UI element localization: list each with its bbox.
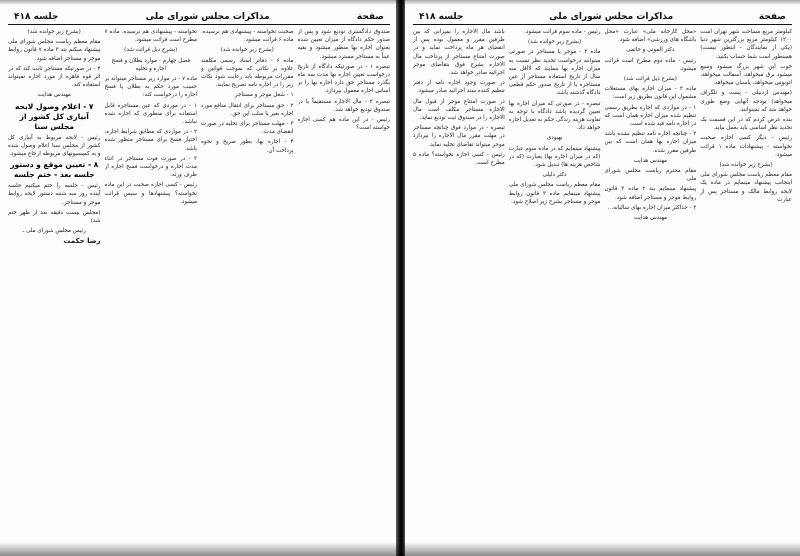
paragraph: ۱ - شغل موجر و مستاجر	[234, 92, 294, 99]
paragraph: ماده ۶ - دفاتر اسناد رسمی مکلفند علاوه بر نکاتی که بموجب قوانین و مقررات مربوطه باید رعایت شود نکات زیر را در اجاره نامه تصریح نمایند.	[201, 57, 294, 89]
paragraph: پیشنهاد مینمایم که در ماده سوم عبارت (که در میزان اجاره بها) بعبارت (که در شاخص هزینه ها) تبدیل شود.	[508, 145, 601, 169]
publication-title: مذاکرات مجلس شورای ملی	[549, 12, 674, 22]
column-4	[8, 28, 101, 258]
paragraph: (مهندس اردبیلی - پست و تلگراف میخواهد) بودجه آنهایی وضع طوری خواهد شد که نمیتوانند.	[700, 90, 792, 113]
paragraph: رئیس - جلسه را ختم میکنیم جلسه آینده روز سه شنبه دستور لایحه روابط موجر و مستاجر.	[8, 183, 101, 206]
paragraph: «محل کارخانه ملی» عبارت «محل باشگاه های ورزشی» اضافه شود.	[604, 29, 697, 44]
scan-edge-bottom	[0, 542, 800, 556]
paragraph: ماده ۷ - در موارد زیر مستاجر میتواند بر حسب مورد حکم به بطلان یا فسخ اجاره را درخواست کند:	[104, 76, 197, 99]
paragraph: (بشرح ذیل قرائت شد)	[623, 76, 677, 83]
signature: مهندس هدایت	[633, 157, 668, 164]
paragraph: در صورت امتناع موجر از قبول مال الاجاره مستاجر مکلف است مال الاجاره را در صندوق ثبت تودیع نماید.	[413, 98, 505, 122]
paragraph: صحبت نخواسته - پیشنهادی هم نرسیده. ماده ۶ قرائت میشود.	[201, 29, 294, 44]
paragraph: رئیس - ماده دوم مطرح است قرائت میشود.	[604, 57, 697, 72]
paragraph: رئیس - دیگر کسی اجازه صحبت نخواسته - پیشنهادات ماده ۱ قرائت میشود.	[700, 135, 792, 158]
paragraph: مقام محترم ریاست مجلس شورای ملی	[604, 168, 697, 183]
column-2	[201, 28, 294, 238]
section-heading: ۷ - اعلام وصول لایحه آبیاری کل کشور از مجلس سنا	[15, 101, 94, 131]
paragraph: ۳ - حداکثر میزان اجاره بهای سالیانه...	[607, 204, 697, 211]
paragraph: ۳ - مهلت مستاجر برای تخلیه در صورت انقضای مدت.	[201, 121, 294, 136]
paragraph: ۴ - در صورتیکه مستاجر ثابت کند که در اثر قوه قاهره از مورد اجاره نمیتواند استفاده کند.	[8, 65, 101, 89]
paragraph: رئیس - ماده سوم قرائت میشود.	[524, 29, 601, 35]
left-page-header	[8, 4, 390, 24]
paragraph: (بشرح زیر خوانده شد)	[719, 162, 773, 169]
signature-title: رئیس مجلس شورای ملی ـ	[22, 228, 86, 235]
paragraph: تبصره ۱ - در صورتیکه دادگاه از تاریخ درخواست تعیین اجاره بها مدت سه ماه بگذرد مستاجر حق دارد اجاره بها را بر اساس اجاره معمول بپردازد.	[297, 63, 390, 95]
signature: بهبودی	[546, 135, 563, 142]
signature: مهندس هدایت	[37, 92, 71, 99]
left-columns	[8, 28, 390, 258]
paragraph: ۲ - چنانچه اجاره نامه تنظیم نشده باشد میزان اجاره بها همان است که بین طرفین مقرر شده.	[604, 131, 697, 154]
signature: مهندس هدایت	[633, 215, 668, 222]
paragraph: تبصره - در صورتی که میزان اجاره بها تعیین گردیده باشد دادگاه با توجه به تفاوت هزینه زندگی حکم به تعدیل اجاره خواهد داد.	[508, 100, 601, 132]
signature: دکتر دلیلی	[542, 172, 567, 179]
paragraph: (بشرح زیر خوانده شد)	[528, 39, 582, 46]
column-2	[605, 28, 697, 523]
paragraph: ۱ - در مواردی که اجاره بطریق رسمی تنظیم شده میزان اجاره همان است که در اجاره نامه قید شده است.	[604, 104, 697, 128]
paragraph: رئیس - در این ماده هم کسی اجازه خواسته است؟	[297, 117, 390, 132]
column-3	[105, 28, 198, 238]
column-3	[509, 28, 601, 523]
section-heading: ۸ - تعیین موقع و دستور جلسه بعد - ختم جلسه	[10, 160, 99, 180]
session-number: جلسه ۴۱۸	[419, 12, 464, 22]
paragraph: ماده ۳ - موجر یا مستاجر در صورتی میتوانند درخواست تجدید نظر نسبت به میزان اجاره بها بنمایند که لااقل سه سال از تاریخ استفاده مستاجر از عین مستاجره یا از تاریخ صدور حکم قطعی دادگاه گذشته باشد.	[508, 49, 601, 97]
header-rule	[413, 24, 792, 25]
paragraph: دکتر الموتی و حاتمی	[626, 47, 675, 54]
left-page	[0, 0, 398, 556]
signature-name: رضا حکمت	[63, 237, 101, 246]
column-1	[700, 28, 792, 523]
paragraph: مقام معظم ریاست مجلس شورای ملی پیشنهاد مینمایم ماده ۳ قانون روابط موجر و مستاجر بشرح زیر اصلاح شود.	[508, 182, 601, 205]
paragraph: تبصره ۲ - مال الاجاره مستقیماً یا در صندوق تودیع خواهد شد.	[297, 98, 390, 113]
paragraph: ۳ - در صورت فوت مستاجر در اثناء مدت اجاره و درخواست فسخ اجاره از طرف ورثه.	[104, 155, 197, 179]
paragraph: تخواسته - پیشنهادی هم نرسیده. ماده ۷ مطرح است قرائت میشود.	[104, 29, 197, 44]
paragraph: فصل چهارم - موارد بطلان و فسخ اجاره و تخلیه	[111, 57, 191, 72]
right-page	[405, 0, 800, 556]
paragraph: ۴ - اجاره بها، بطور صریح و نحوه پرداخت آن.	[201, 139, 294, 154]
paragraph: صندوق دادگستری تودیع شود و پس از صدور حکم دادگاه از میزان تعیین شده بعنوان اجاره بها منظور میشود و بقیه عیناً به مستاجر مسترد میشود.	[297, 29, 390, 60]
paragraph: ۱ - در موردی که عین مستاجره قابل استفاده برای منظوری که اجاره شده نباشد.	[104, 102, 197, 126]
paragraph: در صورت وجود اجاره نامه از دفتر تنظیم کننده سند اجرائیه صادر میشود.	[413, 80, 505, 95]
paragraph: (بشرح زیر خوانده شد)	[27, 29, 81, 35]
header-rule	[8, 24, 390, 25]
paragraph: ماده ۲ - میزان اجاره بهای مستغلات مشمول این قانون بطریق زیر است:	[604, 86, 697, 101]
paragraph: تبصره - در موارد فوق چنانچه مستاجر در مهلت مقرر مال الاجاره را نپردازد موجر میتواند تقاضای تخلیه نماید.	[413, 125, 505, 148]
paragraph: باشد مال الاجاره را بمیزانی که بین طرفین مقرر و معمول بوده پس از انقضای هر ماه پرداخت نماید و در صورت امتناع مستاجر از پرداخت مال الاجاره بشرح فوق بتقاضای موجر اجرائیه صادر خواهد شد.	[413, 29, 505, 77]
scan-edge-top	[0, 0, 800, 5]
paragraph: خوب این شهر بزرگ میشود وسیع میشود برق میخواهد، آسفالت میخواهد، اتوبوس میخواهد، پاسبان میخواهد.	[700, 63, 792, 87]
right-columns	[413, 28, 792, 523]
paragraph: بنده عرض کردم که در این قسمت یک تجدید نظر اساسی باید بعمل بیاید.	[700, 117, 792, 132]
paragraph: ۲ - حق مستاجر برای انتقال منافع مورد اجاره بغیر یا سلب این حق.	[201, 102, 294, 117]
column-1	[298, 28, 391, 238]
paragraph: ۲ - در مواردی که مطابق شرایط اجاره، اختیار فسخ برای مستاجر منظور شده باشد.	[104, 129, 197, 152]
page-label: صفحة	[758, 12, 786, 22]
paragraph: (بشرح ذیل قرائت شد)	[124, 47, 178, 54]
paragraph: کیلومتر مربع مساحت شهر تهران است ۱۲۰۰ کیلومتر مربع بزرگترین شهر دنیا (یکی از نمایندگان - اینطور نیست) همینطور است شما حساب بکنید.	[700, 29, 792, 60]
column-4	[413, 28, 505, 523]
paragraph: رئیس - کسی اجازه نخواسته؟ ماده ۵ مطرح است.	[413, 151, 505, 167]
paragraph: مقام معظم ریاست مجلس شورای ملی اینجانب پیشنهاد مینمایم در ماده یک لایحه روابط مالک و مستاجر پس از عبارت	[700, 172, 792, 203]
paragraph: رئیس - کسی اجازه صحبت در این ماده نخواسته؟ پیشنهادها و سپس قرائت میشود.	[104, 182, 197, 205]
publication-title: مذاکرات مجلس شورای ملی	[145, 12, 270, 22]
paragraph: رئیس - لایحه مربوط به آبیاری کل کشور از مجلس سنا اعلام وصول شده و به کمیسیونهای مربوطه ارجاع میشود.	[8, 134, 101, 158]
closing-note: (مجلس بیست دقیقه بعد از ظهر ختم شد)	[8, 209, 101, 225]
paragraph: پیشنهاد مینمایم بند ۲ ماده ۳ قانون روابط موجر و مستاجر اضافه شود.	[604, 186, 697, 201]
session-number: جلسه ۴۱۸	[14, 12, 59, 22]
right-page-header	[413, 4, 792, 24]
page-label: صفحة	[356, 12, 384, 22]
paragraph: مقام معظم ریاست مجلس شورای ملی پیشنهاد میکنم بند ۳ ماده ۷ قانون روابط موجر و مستاجر اضافه شود.	[8, 39, 101, 62]
paragraph: (بشرح زیر خوانده شد)	[220, 47, 274, 54]
